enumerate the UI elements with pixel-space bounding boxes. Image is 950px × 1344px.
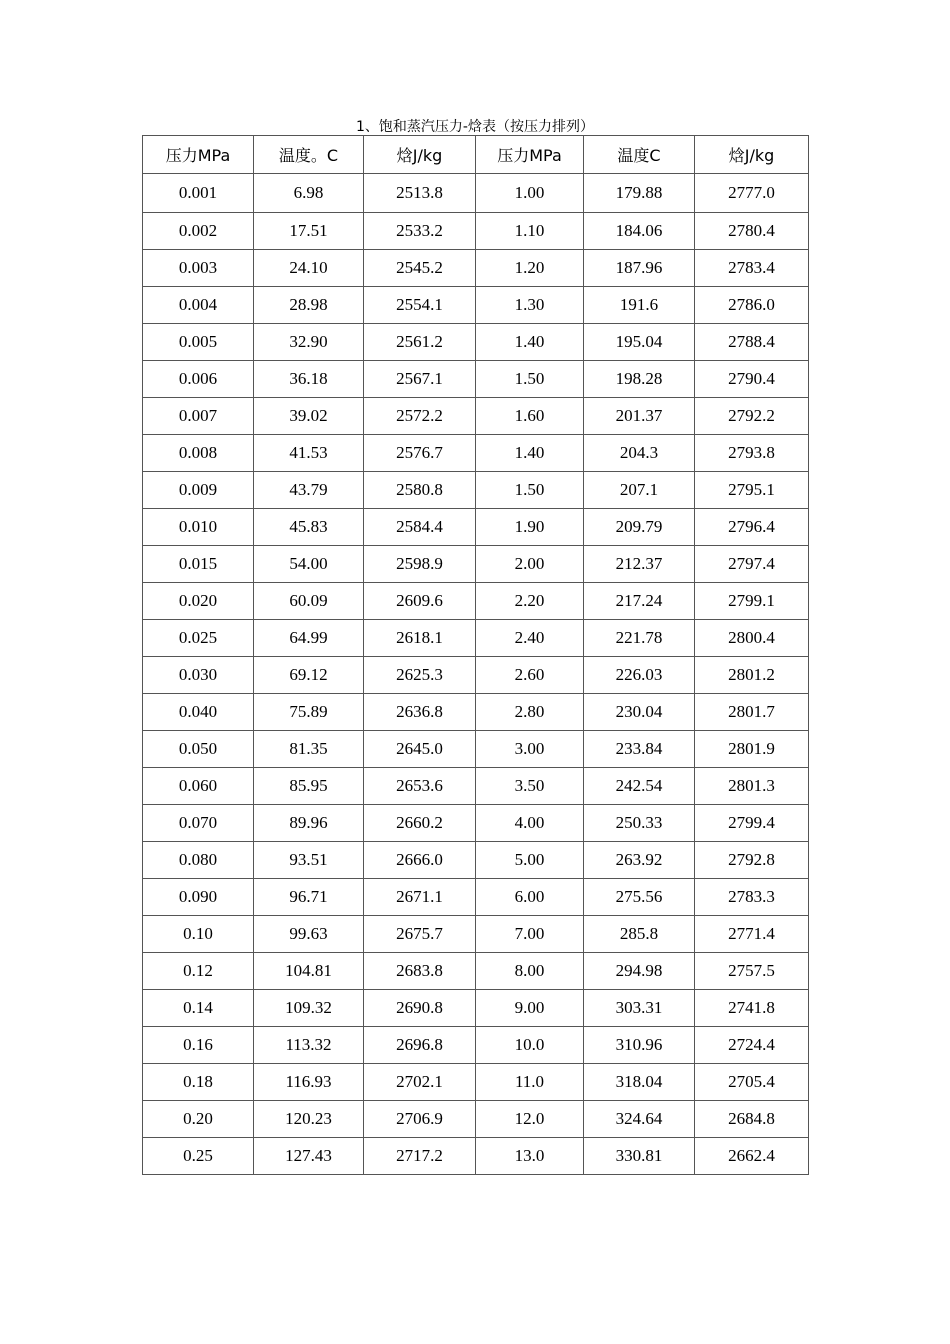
table-row bbox=[143, 731, 809, 768]
pressure-1-cell: 0.080 bbox=[143, 842, 254, 879]
temperature-2-cell: 212.37 bbox=[584, 546, 695, 583]
pressure-2-cell: 4.00 bbox=[476, 805, 584, 842]
table-row bbox=[143, 250, 809, 287]
temperature-2-cell: 250.33 bbox=[584, 805, 695, 842]
pressure-2-cell: 3.50 bbox=[476, 768, 584, 805]
pressure-1-cell: 0.007 bbox=[143, 398, 254, 435]
temperature-2-cell: 285.8 bbox=[584, 916, 695, 953]
table-row bbox=[143, 990, 809, 1027]
pressure-2-cell: 1.30 bbox=[476, 287, 584, 324]
temperature-1-cell: 28.98 bbox=[254, 287, 364, 324]
pressure-2-cell: 1.40 bbox=[476, 324, 584, 361]
pressure-1-cell: 0.015 bbox=[143, 546, 254, 583]
pressure-1-cell: 0.20 bbox=[143, 1101, 254, 1138]
temperature-2-cell: 226.03 bbox=[584, 657, 695, 694]
enthalpy-2-cell: 2793.8 bbox=[695, 435, 809, 472]
pressure-1-cell: 0.020 bbox=[143, 583, 254, 620]
temperature-2-cell: 187.96 bbox=[584, 250, 695, 287]
table-row bbox=[143, 213, 809, 250]
temperature-2-cell: 318.04 bbox=[584, 1064, 695, 1101]
enthalpy-2-cell: 2797.4 bbox=[695, 546, 809, 583]
enthalpy-2-cell: 2662.4 bbox=[695, 1138, 809, 1175]
enthalpy-2-cell: 2801.9 bbox=[695, 731, 809, 768]
enthalpy-2-cell: 2724.4 bbox=[695, 1027, 809, 1064]
pressure-2-cell: 1.90 bbox=[476, 509, 584, 546]
table-row bbox=[143, 472, 809, 509]
enthalpy-2-cell: 2783.4 bbox=[695, 250, 809, 287]
enthalpy-2-cell: 2777.0 bbox=[695, 174, 809, 213]
enthalpy-2-cell: 2792.2 bbox=[695, 398, 809, 435]
temperature-1-cell: 43.79 bbox=[254, 472, 364, 509]
steam-enthalpy-table bbox=[142, 135, 809, 1175]
pressure-2-cell: 1.50 bbox=[476, 472, 584, 509]
temperature-2-cell: 330.81 bbox=[584, 1138, 695, 1175]
enthalpy-2-cell: 2790.4 bbox=[695, 361, 809, 398]
pressure-1-cell: 0.001 bbox=[143, 174, 254, 213]
table-row bbox=[143, 287, 809, 324]
temperature-2-cell: 221.78 bbox=[584, 620, 695, 657]
enthalpy-1-cell: 2533.2 bbox=[364, 213, 476, 250]
table-row bbox=[143, 324, 809, 361]
temperature-2-cell: 191.6 bbox=[584, 287, 695, 324]
enthalpy-1-cell: 2702.1 bbox=[364, 1064, 476, 1101]
pressure-1-cell: 0.050 bbox=[143, 731, 254, 768]
enthalpy-1-cell: 2618.1 bbox=[364, 620, 476, 657]
temperature-1-cell: 127.43 bbox=[254, 1138, 364, 1175]
pressure-1-cell: 0.010 bbox=[143, 509, 254, 546]
temperature-2-cell: 209.79 bbox=[584, 509, 695, 546]
temperature-2-cell: 275.56 bbox=[584, 879, 695, 916]
enthalpy-1-cell: 2696.8 bbox=[364, 1027, 476, 1064]
table-row bbox=[143, 805, 809, 842]
temperature-1-cell: 116.93 bbox=[254, 1064, 364, 1101]
table-row bbox=[143, 546, 809, 583]
pressure-1-cell: 0.090 bbox=[143, 879, 254, 916]
enthalpy-2-cell: 2786.0 bbox=[695, 287, 809, 324]
enthalpy-1-cell: 2683.8 bbox=[364, 953, 476, 990]
temperature-2-cell: 310.96 bbox=[584, 1027, 695, 1064]
table-row bbox=[143, 361, 809, 398]
table-header-row bbox=[143, 136, 809, 174]
pressure-1-cell: 0.070 bbox=[143, 805, 254, 842]
header-temperature-1: 温度。C bbox=[254, 136, 364, 174]
pressure-1-cell: 0.12 bbox=[143, 953, 254, 990]
pressure-1-cell: 0.003 bbox=[143, 250, 254, 287]
temperature-2-cell: 263.92 bbox=[584, 842, 695, 879]
temperature-1-cell: 24.10 bbox=[254, 250, 364, 287]
enthalpy-2-cell: 2771.4 bbox=[695, 916, 809, 953]
pressure-2-cell: 1.20 bbox=[476, 250, 584, 287]
pressure-1-cell: 0.008 bbox=[143, 435, 254, 472]
header-pressure-2: 压力MPa bbox=[476, 136, 584, 174]
enthalpy-2-cell: 2799.4 bbox=[695, 805, 809, 842]
enthalpy-1-cell: 2567.1 bbox=[364, 361, 476, 398]
temperature-2-cell: 324.64 bbox=[584, 1101, 695, 1138]
pressure-2-cell: 1.40 bbox=[476, 435, 584, 472]
header-temperature-2: 温度C bbox=[584, 136, 695, 174]
pressure-2-cell: 2.00 bbox=[476, 546, 584, 583]
enthalpy-2-cell: 2801.7 bbox=[695, 694, 809, 731]
pressure-2-cell: 1.60 bbox=[476, 398, 584, 435]
table-row bbox=[143, 1064, 809, 1101]
temperature-1-cell: 93.51 bbox=[254, 842, 364, 879]
pressure-1-cell: 0.10 bbox=[143, 916, 254, 953]
enthalpy-2-cell: 2800.4 bbox=[695, 620, 809, 657]
pressure-1-cell: 0.18 bbox=[143, 1064, 254, 1101]
pressure-2-cell: 6.00 bbox=[476, 879, 584, 916]
temperature-1-cell: 109.32 bbox=[254, 990, 364, 1027]
temperature-1-cell: 113.32 bbox=[254, 1027, 364, 1064]
table-row bbox=[143, 435, 809, 472]
table-row bbox=[143, 879, 809, 916]
enthalpy-1-cell: 2584.4 bbox=[364, 509, 476, 546]
enthalpy-2-cell: 2795.1 bbox=[695, 472, 809, 509]
enthalpy-1-cell: 2666.0 bbox=[364, 842, 476, 879]
header-pressure-1: 压力MPa bbox=[143, 136, 254, 174]
table-row bbox=[143, 916, 809, 953]
pressure-2-cell: 1.50 bbox=[476, 361, 584, 398]
temperature-2-cell: 195.04 bbox=[584, 324, 695, 361]
temperature-2-cell: 201.37 bbox=[584, 398, 695, 435]
enthalpy-1-cell: 2660.2 bbox=[364, 805, 476, 842]
temperature-1-cell: 96.71 bbox=[254, 879, 364, 916]
enthalpy-2-cell: 2757.5 bbox=[695, 953, 809, 990]
temperature-1-cell: 41.53 bbox=[254, 435, 364, 472]
pressure-1-cell: 0.006 bbox=[143, 361, 254, 398]
temperature-2-cell: 233.84 bbox=[584, 731, 695, 768]
enthalpy-1-cell: 2609.6 bbox=[364, 583, 476, 620]
pressure-1-cell: 0.005 bbox=[143, 324, 254, 361]
enthalpy-1-cell: 2645.0 bbox=[364, 731, 476, 768]
temperature-1-cell: 85.95 bbox=[254, 768, 364, 805]
enthalpy-1-cell: 2653.6 bbox=[364, 768, 476, 805]
table-row bbox=[143, 953, 809, 990]
temperature-1-cell: 32.90 bbox=[254, 324, 364, 361]
table-row bbox=[143, 509, 809, 546]
pressure-2-cell: 9.00 bbox=[476, 990, 584, 1027]
temperature-1-cell: 36.18 bbox=[254, 361, 364, 398]
table-row bbox=[143, 1138, 809, 1175]
enthalpy-1-cell: 2513.8 bbox=[364, 174, 476, 213]
header-enthalpy-2: 焓J/kg bbox=[695, 136, 809, 174]
temperature-1-cell: 104.81 bbox=[254, 953, 364, 990]
enthalpy-1-cell: 2598.9 bbox=[364, 546, 476, 583]
enthalpy-2-cell: 2705.4 bbox=[695, 1064, 809, 1101]
document-title: 1、饱和蒸汽压力-焓表（按压力排列） bbox=[356, 119, 594, 135]
enthalpy-2-cell: 2788.4 bbox=[695, 324, 809, 361]
pressure-2-cell: 7.00 bbox=[476, 916, 584, 953]
temperature-2-cell: 184.06 bbox=[584, 213, 695, 250]
enthalpy-2-cell: 2799.1 bbox=[695, 583, 809, 620]
temperature-2-cell: 294.98 bbox=[584, 953, 695, 990]
enthalpy-1-cell: 2554.1 bbox=[364, 287, 476, 324]
temperature-2-cell: 303.31 bbox=[584, 990, 695, 1027]
pressure-1-cell: 0.16 bbox=[143, 1027, 254, 1064]
enthalpy-1-cell: 2671.1 bbox=[364, 879, 476, 916]
enthalpy-2-cell: 2792.8 bbox=[695, 842, 809, 879]
temperature-2-cell: 207.1 bbox=[584, 472, 695, 509]
temperature-1-cell: 39.02 bbox=[254, 398, 364, 435]
enthalpy-2-cell: 2741.8 bbox=[695, 990, 809, 1027]
temperature-1-cell: 45.83 bbox=[254, 509, 364, 546]
table-row bbox=[143, 620, 809, 657]
pressure-1-cell: 0.025 bbox=[143, 620, 254, 657]
temperature-2-cell: 230.04 bbox=[584, 694, 695, 731]
pressure-2-cell: 2.40 bbox=[476, 620, 584, 657]
temperature-2-cell: 242.54 bbox=[584, 768, 695, 805]
pressure-1-cell: 0.002 bbox=[143, 213, 254, 250]
enthalpy-2-cell: 2796.4 bbox=[695, 509, 809, 546]
enthalpy-2-cell: 2783.3 bbox=[695, 879, 809, 916]
enthalpy-1-cell: 2706.9 bbox=[364, 1101, 476, 1138]
temperature-2-cell: 179.88 bbox=[584, 174, 695, 213]
pressure-1-cell: 0.004 bbox=[143, 287, 254, 324]
pressure-1-cell: 0.25 bbox=[143, 1138, 254, 1175]
pressure-2-cell: 3.00 bbox=[476, 731, 584, 768]
enthalpy-1-cell: 2580.8 bbox=[364, 472, 476, 509]
pressure-2-cell: 5.00 bbox=[476, 842, 584, 879]
enthalpy-1-cell: 2690.8 bbox=[364, 990, 476, 1027]
pressure-2-cell: 1.10 bbox=[476, 213, 584, 250]
temperature-1-cell: 6.98 bbox=[254, 174, 364, 213]
table-row bbox=[143, 1101, 809, 1138]
table-row bbox=[143, 174, 809, 213]
enthalpy-1-cell: 2576.7 bbox=[364, 435, 476, 472]
enthalpy-1-cell: 2717.2 bbox=[364, 1138, 476, 1175]
enthalpy-1-cell: 2675.7 bbox=[364, 916, 476, 953]
enthalpy-2-cell: 2801.2 bbox=[695, 657, 809, 694]
enthalpy-2-cell: 2684.8 bbox=[695, 1101, 809, 1138]
table-row bbox=[143, 398, 809, 435]
temperature-1-cell: 99.63 bbox=[254, 916, 364, 953]
table-row bbox=[143, 768, 809, 805]
temperature-1-cell: 64.99 bbox=[254, 620, 364, 657]
temperature-2-cell: 217.24 bbox=[584, 583, 695, 620]
temperature-1-cell: 81.35 bbox=[254, 731, 364, 768]
pressure-2-cell: 12.0 bbox=[476, 1101, 584, 1138]
temperature-1-cell: 69.12 bbox=[254, 657, 364, 694]
table-row bbox=[143, 657, 809, 694]
pressure-2-cell: 8.00 bbox=[476, 953, 584, 990]
temperature-1-cell: 60.09 bbox=[254, 583, 364, 620]
table-row bbox=[143, 583, 809, 620]
pressure-2-cell: 13.0 bbox=[476, 1138, 584, 1175]
temperature-2-cell: 198.28 bbox=[584, 361, 695, 398]
enthalpy-2-cell: 2801.3 bbox=[695, 768, 809, 805]
enthalpy-1-cell: 2636.8 bbox=[364, 694, 476, 731]
pressure-1-cell: 0.030 bbox=[143, 657, 254, 694]
enthalpy-1-cell: 2625.3 bbox=[364, 657, 476, 694]
temperature-1-cell: 17.51 bbox=[254, 213, 364, 250]
temperature-1-cell: 75.89 bbox=[254, 694, 364, 731]
enthalpy-1-cell: 2561.2 bbox=[364, 324, 476, 361]
pressure-2-cell: 10.0 bbox=[476, 1027, 584, 1064]
table-row bbox=[143, 694, 809, 731]
pressure-1-cell: 0.040 bbox=[143, 694, 254, 731]
pressure-2-cell: 2.20 bbox=[476, 583, 584, 620]
pressure-1-cell: 0.060 bbox=[143, 768, 254, 805]
enthalpy-2-cell: 2780.4 bbox=[695, 213, 809, 250]
pressure-2-cell: 11.0 bbox=[476, 1064, 584, 1101]
table-row bbox=[143, 1027, 809, 1064]
table-body bbox=[143, 174, 809, 1175]
pressure-2-cell: 2.80 bbox=[476, 694, 584, 731]
pressure-2-cell: 2.60 bbox=[476, 657, 584, 694]
temperature-1-cell: 120.23 bbox=[254, 1101, 364, 1138]
enthalpy-1-cell: 2545.2 bbox=[364, 250, 476, 287]
pressure-1-cell: 0.14 bbox=[143, 990, 254, 1027]
pressure-2-cell: 1.00 bbox=[476, 174, 584, 213]
table-row bbox=[143, 842, 809, 879]
enthalpy-1-cell: 2572.2 bbox=[364, 398, 476, 435]
temperature-1-cell: 89.96 bbox=[254, 805, 364, 842]
pressure-1-cell: 0.009 bbox=[143, 472, 254, 509]
temperature-1-cell: 54.00 bbox=[254, 546, 364, 583]
header-enthalpy-1: 焓J/kg bbox=[364, 136, 476, 174]
temperature-2-cell: 204.3 bbox=[584, 435, 695, 472]
